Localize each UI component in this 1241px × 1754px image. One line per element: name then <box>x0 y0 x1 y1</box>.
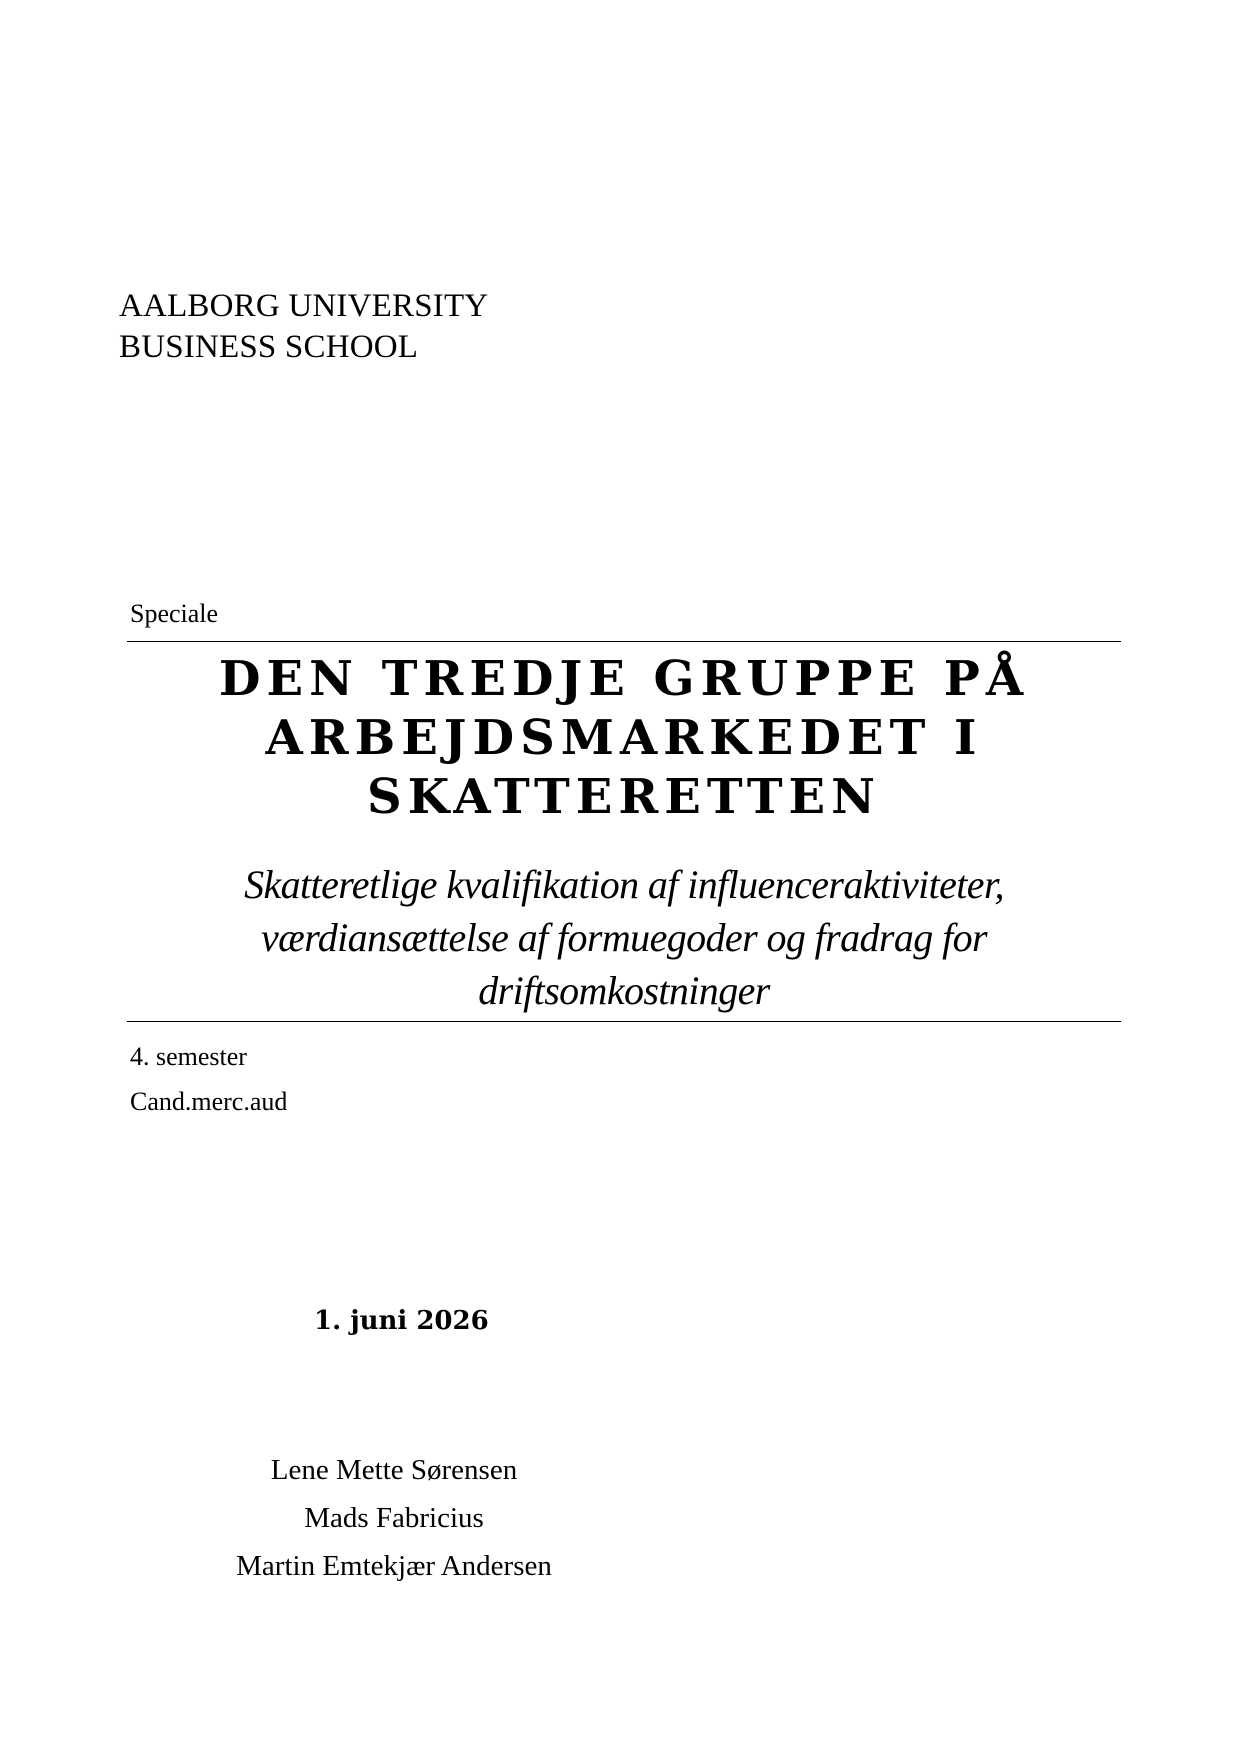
author-list <box>194 1446 594 1590</box>
document-subtitle <box>127 858 1121 1017</box>
submission-date: 1. juni 2026 <box>314 1306 489 1336</box>
institution-name <box>119 286 488 368</box>
title-line-1: DEN TREDJE GRUPPE PÅ <box>218 651 1030 707</box>
title-line-2: ARBEJDSMARKEDET I <box>265 710 983 766</box>
subtitle-line-3: driftsomkostninger <box>478 968 770 1013</box>
title-line-3: SKATTERETTEN <box>366 769 882 825</box>
document-type-label: Speciale <box>130 599 219 628</box>
author-name: Lene Mette Sørensen <box>270 1454 518 1486</box>
institution-line-1: AALBORG UNIVERSITY <box>119 288 489 324</box>
semester-label: 4. semester <box>130 1042 247 1071</box>
document-title <box>127 650 1121 827</box>
program-label: Cand.merc.aud <box>130 1087 288 1116</box>
author-name: Mads Fabricius <box>304 1502 484 1534</box>
title-top-rule <box>127 641 1121 642</box>
author-name: Martin Emtekjær Andersen <box>236 1550 552 1582</box>
subtitle-line-1: Skatteretlige kvalifikation af influenceraktiviteter, <box>244 862 1004 907</box>
title-bottom-rule <box>127 1021 1121 1022</box>
institution-line-2: BUSINESS SCHOOL <box>119 329 419 365</box>
subtitle-line-2: værdiansættelse af formuegoder og fradrag for <box>261 915 987 960</box>
